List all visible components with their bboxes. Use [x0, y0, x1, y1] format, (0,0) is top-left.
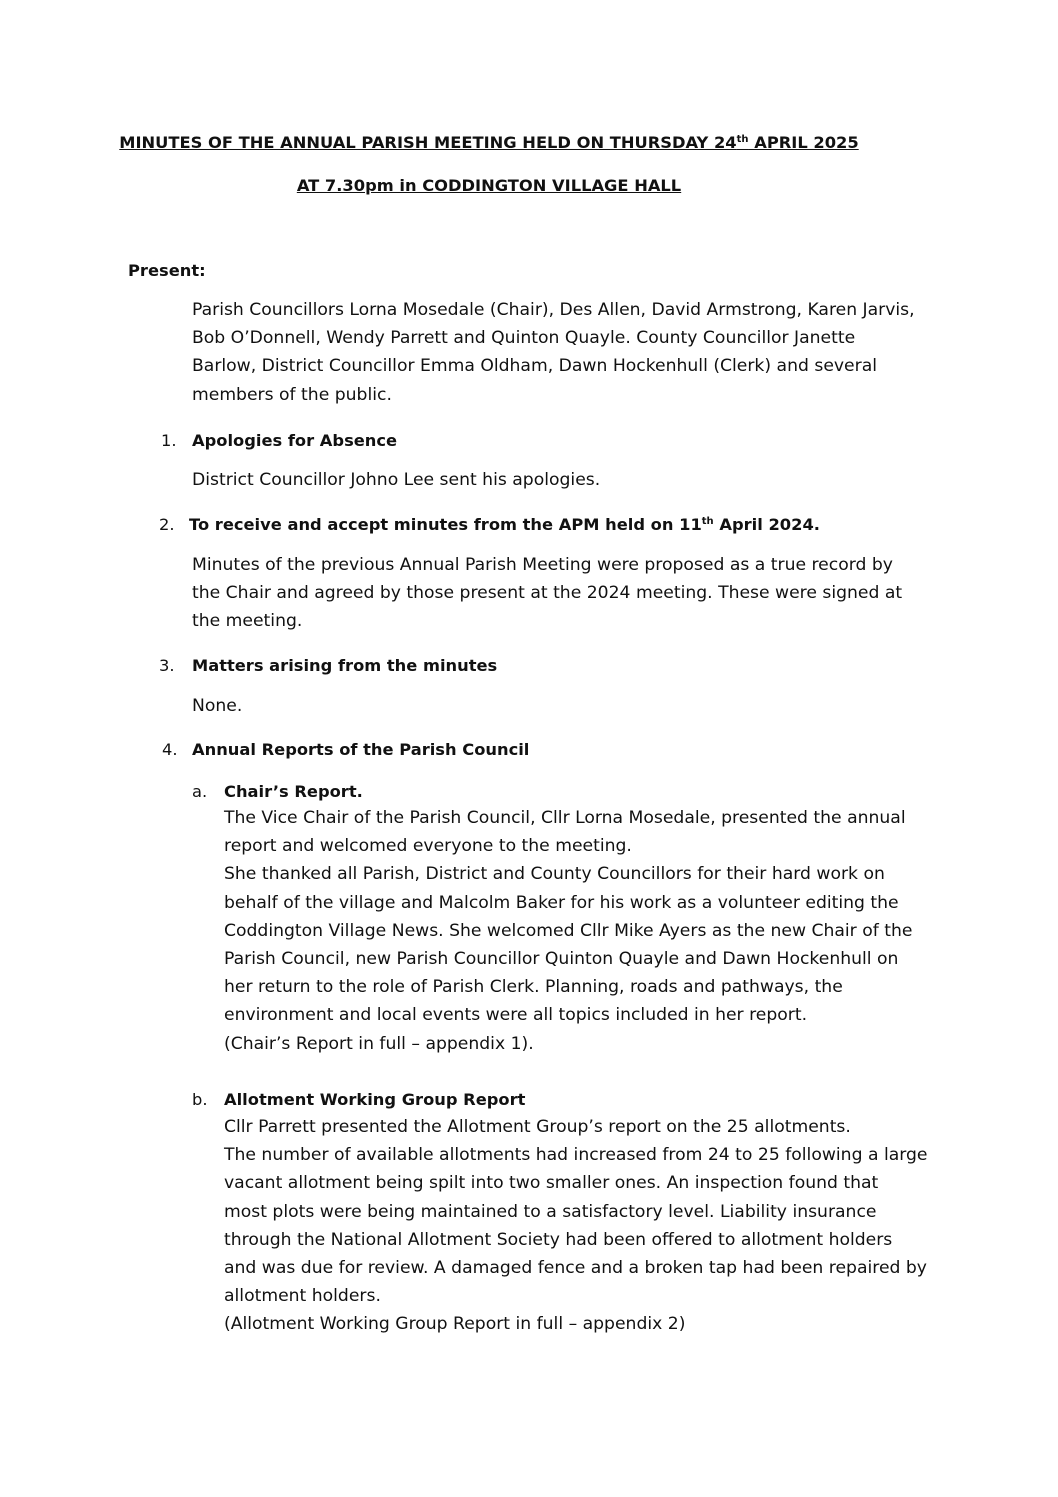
body-line: environment and local events were all topics included in her report. — [224, 1005, 808, 1026]
body-line: behalf of the village and Malcolm Baker for his work as a volunteer editing the — [224, 892, 899, 913]
subitem-heading-allotment-report: Allotment Working Group Report — [224, 1090, 526, 1109]
item-heading-matters-arising: Matters arising from the minutes — [192, 656, 498, 675]
attendees-line: Parish Councillors Lorna Mosedale (Chair), Des Allen, David Armstrong, Karen Jarvis, — [192, 300, 915, 320]
document-subtitle: AT 7.30pm in CODDINGTON VILLAGE HALL — [296, 176, 682, 195]
subitem-body-chairs-report — [224, 804, 912, 1058]
body-line: Cllr Parrett presented the Allotment Group’s report on the 25 allotments. — [224, 1117, 851, 1137]
body-line: Coddington Village News. She welcomed Cllr Mike Ayers as the new Chair of the — [224, 920, 913, 941]
subitem-heading-chairs-report: Chair’s Report. — [224, 782, 363, 801]
present-attendees — [192, 296, 915, 409]
body-line: Parish Council, new Parish Councillor Quinton Quayle and Dawn Hockenhull on — [224, 949, 899, 970]
title-text: MINUTES OF THE ANNUAL PARISH MEETING HELD ON THURSDAY 24 — [119, 133, 737, 152]
body-line: report and welcomed everyone to the meeting. — [224, 836, 632, 857]
body-line: (Chair’s Report in full – appendix 1). — [224, 1033, 534, 1054]
body-line: vacant allotment being spilt into two smaller ones. An inspection found that — [224, 1173, 879, 1194]
attendees-line: Bob O’Donnell, Wendy Parrett and Quinton Quayle. County Councillor Janette — [192, 328, 856, 349]
body-line: her return to the role of Parish Clerk. Planning, roads and pathways, the — [224, 977, 843, 998]
item-body-matters-arising — [192, 692, 242, 720]
subitem-body-allotment-report — [224, 1113, 928, 1339]
subitem-letter: a. — [192, 782, 208, 801]
body-line: most plots were being maintained to a satisfactory level. Liability insurance — [224, 1201, 877, 1222]
body-line: She thanked all Parish, District and County Councillors for their hard work on — [224, 864, 885, 885]
item-body-previous-minutes — [192, 551, 902, 636]
body-line: the meeting. — [192, 611, 303, 632]
item-heading-apologies: Apologies for Absence — [192, 431, 398, 450]
present-heading: Present: — [128, 261, 206, 280]
item-heading-previous-minutes — [189, 511, 820, 539]
body-line: and was due for review. A damaged fence and a broken tap had been repaired by — [224, 1258, 927, 1279]
heading-text-end: April 2024. — [713, 515, 820, 534]
body-line: The number of available allotments had increased from 24 to 25 following a large — [224, 1145, 928, 1166]
body-line: The Vice Chair of the Parish Council, Cllr Lorna Mosedale, presented the annual — [224, 808, 906, 828]
item-number: 1. — [161, 431, 177, 450]
title-superscript: th — [736, 134, 749, 145]
body-line: the Chair and agreed by those present at the 2024 meeting. These were signed at — [192, 583, 903, 604]
body-line: None. — [192, 696, 243, 716]
body-line: District Councillor Johno Lee sent his apologies. — [192, 470, 601, 490]
body-line: (Allotment Working Group Report in full – appendix 2) — [224, 1314, 686, 1335]
item-number: 2. — [159, 515, 175, 534]
body-line: Minutes of the previous Annual Parish Meeting were proposed as a true record by — [192, 555, 893, 575]
body-line: allotment holders. — [224, 1286, 381, 1307]
item-heading-annual-reports: Annual Reports of the Parish Council — [192, 740, 530, 759]
body-line: through the National Allotment Society had been offered to allotment holders — [224, 1229, 893, 1250]
item-number: 4. — [162, 740, 178, 759]
title-text-end: APRIL 2025 — [748, 133, 859, 152]
item-body-apologies — [192, 466, 600, 494]
document-title — [0, 132, 978, 154]
item-number: 3. — [159, 656, 175, 675]
heading-text: To receive and accept minutes from the APM held on 11 — [189, 515, 702, 534]
attendees-line: members of the public. — [192, 384, 392, 405]
attendees-line: Barlow, District Councillor Emma Oldham, Dawn Hockenhull (Clerk) and several — [192, 356, 878, 377]
subitem-letter: b. — [192, 1090, 208, 1109]
heading-superscript: th — [701, 516, 714, 527]
